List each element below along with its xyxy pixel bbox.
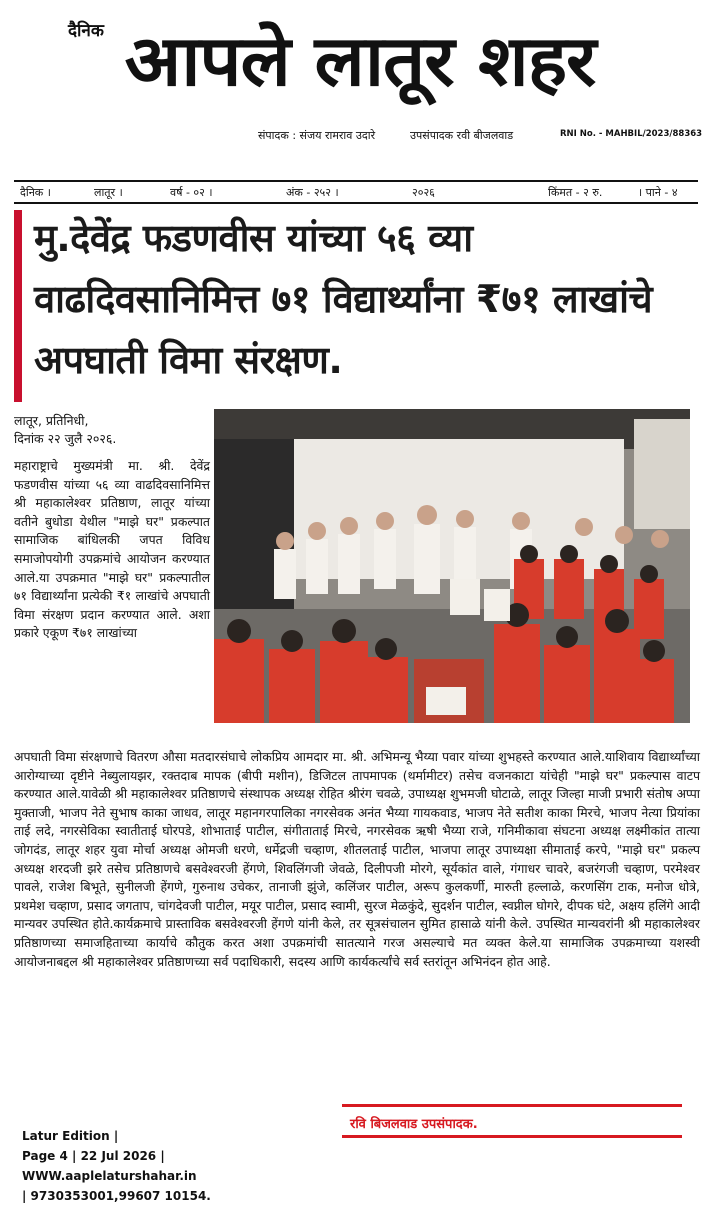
- signature-bottom-rule: [342, 1135, 682, 1138]
- article-full-width-text: अपघाती विमा संरक्षणाचे वितरण औसा मतदारसंघाचे लोकप्रिय आमदार मा. श्री. अभिमन्यू भैय्या पवार यांच्या शुभहस्ते करण्यात आले.याशिवाय विद्यार्थ्यांच्या आरोग्याच्या दृष्टीने नेब्युलायझर, रक्तदाब मापक (बीपी मशीन), डिजिटल तापमापक (थर्मामीटर) तसेच वजनकाटा यांचेही "माझे घर" प्रकल्पास वाटप करण्यात आले.यावेळी श्री महाकालेश्वर प्रतिष्ठाणचे संस्थापक अध्यक्ष रोहित श्रीरंग चवळे, उपाध्यक्ष शुभमजी घोटाळे, लातूर जिल्हा माजी प्रभारी संतोष अप्पा मुक्ताजी, भाजप नेते सुभाष काका जाधव, लातूर महानगरपालिका नगरसेवक अनंत भैय्या गायकवाड, भाजप नेते सतीश काका मिरचे, भाजप नेत्या प्रियांका ताई लदे, नगरसेविका स्वातीताई घोरपडे, शोभाताई पाटील, संगीताताई मिरचे, नगरसेवक ऋषी भैय्या राजे, गनिमीकावा संघटना अध्यक्ष लक्ष्मीकांत तात्या जोगदंड, लातूर शहर युवा मोर्चा अध्यक्ष ओमजी धरणे, धर्मेद्रजी चव्हाण, शीतलताई पाटील, भाजपा लातूर उपाध्यक्षा सीमाताई करपे, "माझे घर" प्रकल्प अध्यक्ष शरदजी झरे तसेच प्रतिष्ठाणचे बसवेश्वरजी हेंगणे, शिवलिंगजी जेवळे, दिलीपजी मोरगे, सूर्यकांत वाले, गंगाधर चावरे, बजरंगजी चव्हाण, परमेश्वर पावले, राजेश बिभूते, सुनीलजी हेंगणे, गुरुनाथ उचेकर, तानाजी झुंजे, कलिंजर पाटील, अरूप कुलकर्णी, मारुती हल्लाळे, करणसिंग टाक, मनोज धोत्रे, प्रथमेश चव्हाण, प्रसाद जगताप, चांगदेवजी पाटील, मयूर पाटील, प्रसाद स्वामी, सुरज मेळकुंदे, सुदर्शन पाटील, स्वप्नील घोगरे, दीपक घंटे, अक्षय हलिंगे आदी मान्यवर उपस्थित होते.कार्यक्रमाचे प्रास्ताविक बसवेश्वरजी हेंगणे यांनी केले, तर सूत्रसंचालन सुमित हासाळे यांनी केले. उपस्थित मान्यवरांनी श्री महाकालेश्वर प्रतिष्ठाणच्या समाजहिताच्या कार्याचे कौतुक करत अशा उपक्रमांची सातत्याने गरज असल्याचे मत व्यक्त केले.या सामाजिक उपक्रमाच्या यशस्वी आयोजनाबद्दल श्री महाकालेश्वर प्रतिष्ठाणच्या सर्व पदाधिकारी, सदस्य आणि कार्यकर्त्यांचे सर्व स्तरांतून अभिनंदन होत आहे.: [14, 749, 700, 969]
- info-price: किंमत - २ रु.: [548, 186, 603, 199]
- headline-block: [14, 208, 700, 404]
- byline-place: लातूर, प्रतिनिधी,: [14, 413, 89, 428]
- event-photo-illustration: [214, 409, 690, 723]
- info-daily: दैनिक ।: [20, 186, 51, 199]
- byline: [14, 412, 116, 448]
- issue-info-bar: [14, 180, 698, 204]
- headline: मु.देवेंद्र फडणवीस यांच्या ५६ व्या वाढदिवसानिमित्त ७१ विद्यार्थ्यांना ₹७१ लाखांचे अपघाती विमा संरक्षण.: [34, 216, 653, 382]
- info-year: वर्ष - ०२ ।: [170, 186, 213, 199]
- footer-edition-info: [22, 1126, 342, 1206]
- newspaper-title: आपले लातूर शहर: [124, 20, 596, 102]
- masthead: [0, 0, 709, 176]
- info-date: २०२६: [412, 186, 435, 199]
- footer-signature-block: [342, 1104, 682, 1134]
- event-photo: [214, 409, 690, 723]
- signature: रवि बिजलवाड उपसंपादक.: [350, 1117, 478, 1132]
- daily-tag: दैनिक: [68, 21, 104, 41]
- headline-accent-bar: [14, 210, 22, 402]
- sub-editor-credit: उपसंपादक रवी बीजलवाड: [410, 129, 514, 142]
- info-place: लातूर ।: [94, 186, 123, 199]
- footer-phones: | 9730353001,99607 10154.: [22, 1189, 211, 1203]
- byline-date: दिनांक २२ जुलै २०२६.: [14, 431, 117, 446]
- rni-number: RNI No. - MAHBIL/2023/88363: [560, 129, 703, 139]
- footer-page-line: Page 4 | 22 Jul 2026 | WWW.aaplelaturshahar.in: [22, 1149, 197, 1183]
- article-column-text: महाराष्ट्राचे मुख्यमंत्री मा. श्री. देवेंद्र फडणवीस यांच्या ५६ व्या वाढदिवसानिमित्त श्री महाकालेश्वर प्रतिष्ठाण, लातूर यांच्या वतीने बुधोडा येथील "माझे घर" प्रकल्पात सामाजिक बांधिलकी जपत विविध समाजोपयोगी उपक्रमांचे आयोजन करण्यात आले.या उपक्रमात "माझे घर" प्रकल्पातील ७१ विद्यार्थ्यांना प्रत्येकी ₹१ लाखांचे अपघाती विमा संरक्षण प्रदान करण्यात आले. अशा प्रकारे एकूण ₹७१ लाखांच्या: [14, 458, 210, 641]
- info-issue: अंक - २५२ ।: [286, 186, 339, 199]
- editor-credit: संपादक : संजय रामराव उदारे: [258, 129, 376, 142]
- signature-top-rule: [342, 1104, 682, 1107]
- info-pages: । पाने - ४: [638, 186, 678, 199]
- footer-edition: Latur Edition |: [22, 1129, 119, 1143]
